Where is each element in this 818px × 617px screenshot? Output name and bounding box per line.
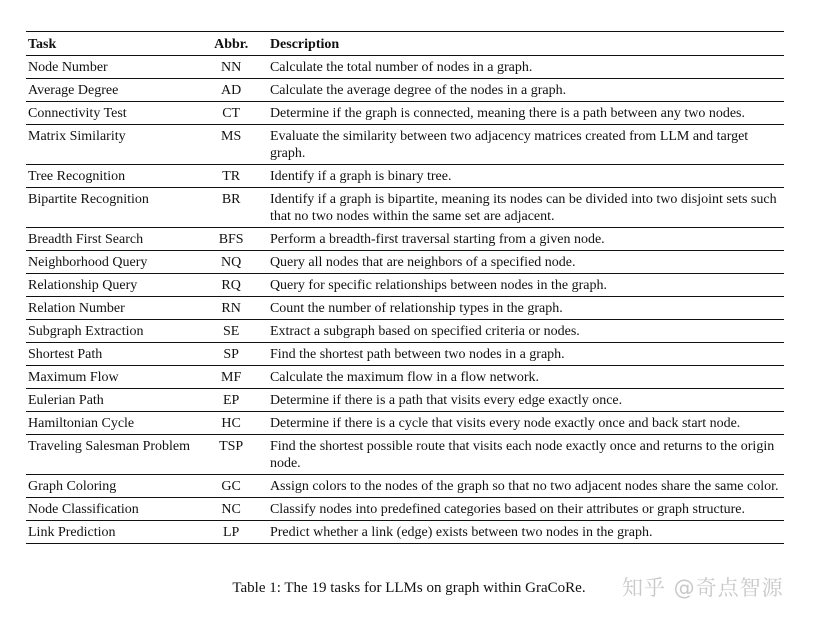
task-cell: Neighborhood Query <box>28 255 148 270</box>
table-row <box>26 389 784 412</box>
description-cell: Determine if there is a path that visits every edge exactly once. <box>269 393 623 408</box>
abbr-cell: GC <box>221 479 241 494</box>
description-cell: Calculate the maximum flow in a flow network. <box>269 370 539 385</box>
task-cell: Maximum Flow <box>28 370 119 385</box>
description-cell: Extract a subgraph based on specified criteria or nodes. <box>269 324 580 339</box>
table-row <box>26 320 784 343</box>
task-cell: Tree Recognition <box>28 169 126 184</box>
abbr-cell: RQ <box>221 278 241 293</box>
description-cell: Find the shortest path between two nodes in a graph. <box>269 347 565 362</box>
task-cell: Relation Number <box>28 301 125 316</box>
abbr-cell: MS <box>221 129 242 144</box>
abbr-cell: TSP <box>219 439 244 454</box>
task-cell: Average Degree <box>28 83 119 98</box>
table-row <box>26 498 784 521</box>
abbr-cell: BR <box>221 192 241 207</box>
table-row <box>26 297 784 320</box>
abbr-cell: HC <box>221 416 241 431</box>
header-description: Description <box>269 37 340 52</box>
task-cell: Link Prediction <box>28 525 116 540</box>
table-row <box>26 228 784 251</box>
task-cell: Traveling Salesman Problem <box>28 439 191 454</box>
description-cell: Perform a breadth-first traversal starting from a given node. <box>269 232 605 247</box>
table-row <box>26 251 784 274</box>
description-cell: Classify nodes into predefined categories based on their attributes or graph structure. <box>269 502 746 517</box>
description-cell: Identify if a graph is bipartite, meaning its nodes can be divided into two disjoint sets such that no two nodes within the same set are adjacent. <box>269 192 777 224</box>
task-cell: Node Number <box>28 60 108 75</box>
table-header-row <box>26 32 784 56</box>
table-row <box>26 366 784 389</box>
watermark: 知乎 @奇点智源 <box>622 576 784 600</box>
table-row <box>26 521 784 544</box>
task-cell: Subgraph Extraction <box>28 324 144 339</box>
abbr-cell: TR <box>222 169 241 184</box>
task-cell: Relationship Query <box>28 278 138 293</box>
description-cell: Find the shortest possible route that visits each node exactly once and returns to the origin node. <box>269 439 775 471</box>
table-caption: Table 1: The 19 tasks for LLMs on graph within GraCoRe. <box>232 580 586 596</box>
table-row <box>26 79 784 102</box>
description-cell: Query for specific relationships between nodes in the graph. <box>269 278 607 293</box>
task-cell: Shortest Path <box>28 347 103 362</box>
abbr-cell: CT <box>222 106 241 121</box>
table-row <box>26 475 784 498</box>
description-cell: Count the number of relationship types in the graph. <box>269 301 563 316</box>
description-cell: Identify if a graph is binary tree. <box>269 169 452 184</box>
abbr-cell: NQ <box>221 255 242 270</box>
abbr-cell: BFS <box>218 232 244 247</box>
task-cell: Bipartite Recognition <box>28 192 149 207</box>
task-cell: Matrix Similarity <box>28 129 126 144</box>
table-row <box>26 412 784 435</box>
description-cell: Predict whether a link (edge) exists between two nodes in the graph. <box>269 525 653 540</box>
description-cell: Query all nodes that are neighbors of a specified node. <box>269 255 576 270</box>
description-cell: Calculate the total number of nodes in a graph. <box>269 60 533 75</box>
description-cell: Evaluate the similarity between two adjacency matrices created from LLM and target graph. <box>269 129 749 161</box>
table-row <box>26 274 784 297</box>
task-cell: Breadth First Search <box>28 232 144 247</box>
task-cell: Node Classification <box>28 502 139 517</box>
table-row <box>26 56 784 79</box>
task-cell: Graph Coloring <box>28 479 117 494</box>
table-row <box>26 343 784 366</box>
abbr-cell: SE <box>222 324 240 339</box>
abbr-cell: AD <box>221 83 242 98</box>
header-abbr: Abbr. <box>214 37 249 52</box>
abbr-cell: EP <box>222 393 240 408</box>
table-row <box>26 435 784 475</box>
table-body <box>26 56 784 544</box>
table-row <box>26 102 784 125</box>
table-row <box>26 188 784 228</box>
description-cell: Calculate the average degree of the nodes in a graph. <box>269 83 567 98</box>
abbr-cell: RN <box>221 301 241 316</box>
abbr-cell: MF <box>221 370 242 385</box>
header-task: Task <box>28 37 57 52</box>
abbr-cell: NN <box>221 60 242 75</box>
task-cell: Connectivity Test <box>28 106 127 121</box>
table-row <box>26 165 784 188</box>
task-cell: Eulerian Path <box>28 393 104 408</box>
task-cell: Hamiltonian Cycle <box>28 416 135 431</box>
abbr-cell: SP <box>223 347 239 362</box>
description-cell: Determine if the graph is connected, meaning there is a path between any two nodes. <box>269 106 745 121</box>
abbr-cell: NC <box>221 502 241 517</box>
description-cell: Assign colors to the nodes of the graph so that no two adjacent nodes share the same color. <box>269 479 779 494</box>
tasks-table <box>26 31 784 544</box>
abbr-cell: LP <box>222 525 240 540</box>
description-cell: Determine if there is a cycle that visits every node exactly once and back start node. <box>269 416 741 431</box>
table-row <box>26 125 784 165</box>
